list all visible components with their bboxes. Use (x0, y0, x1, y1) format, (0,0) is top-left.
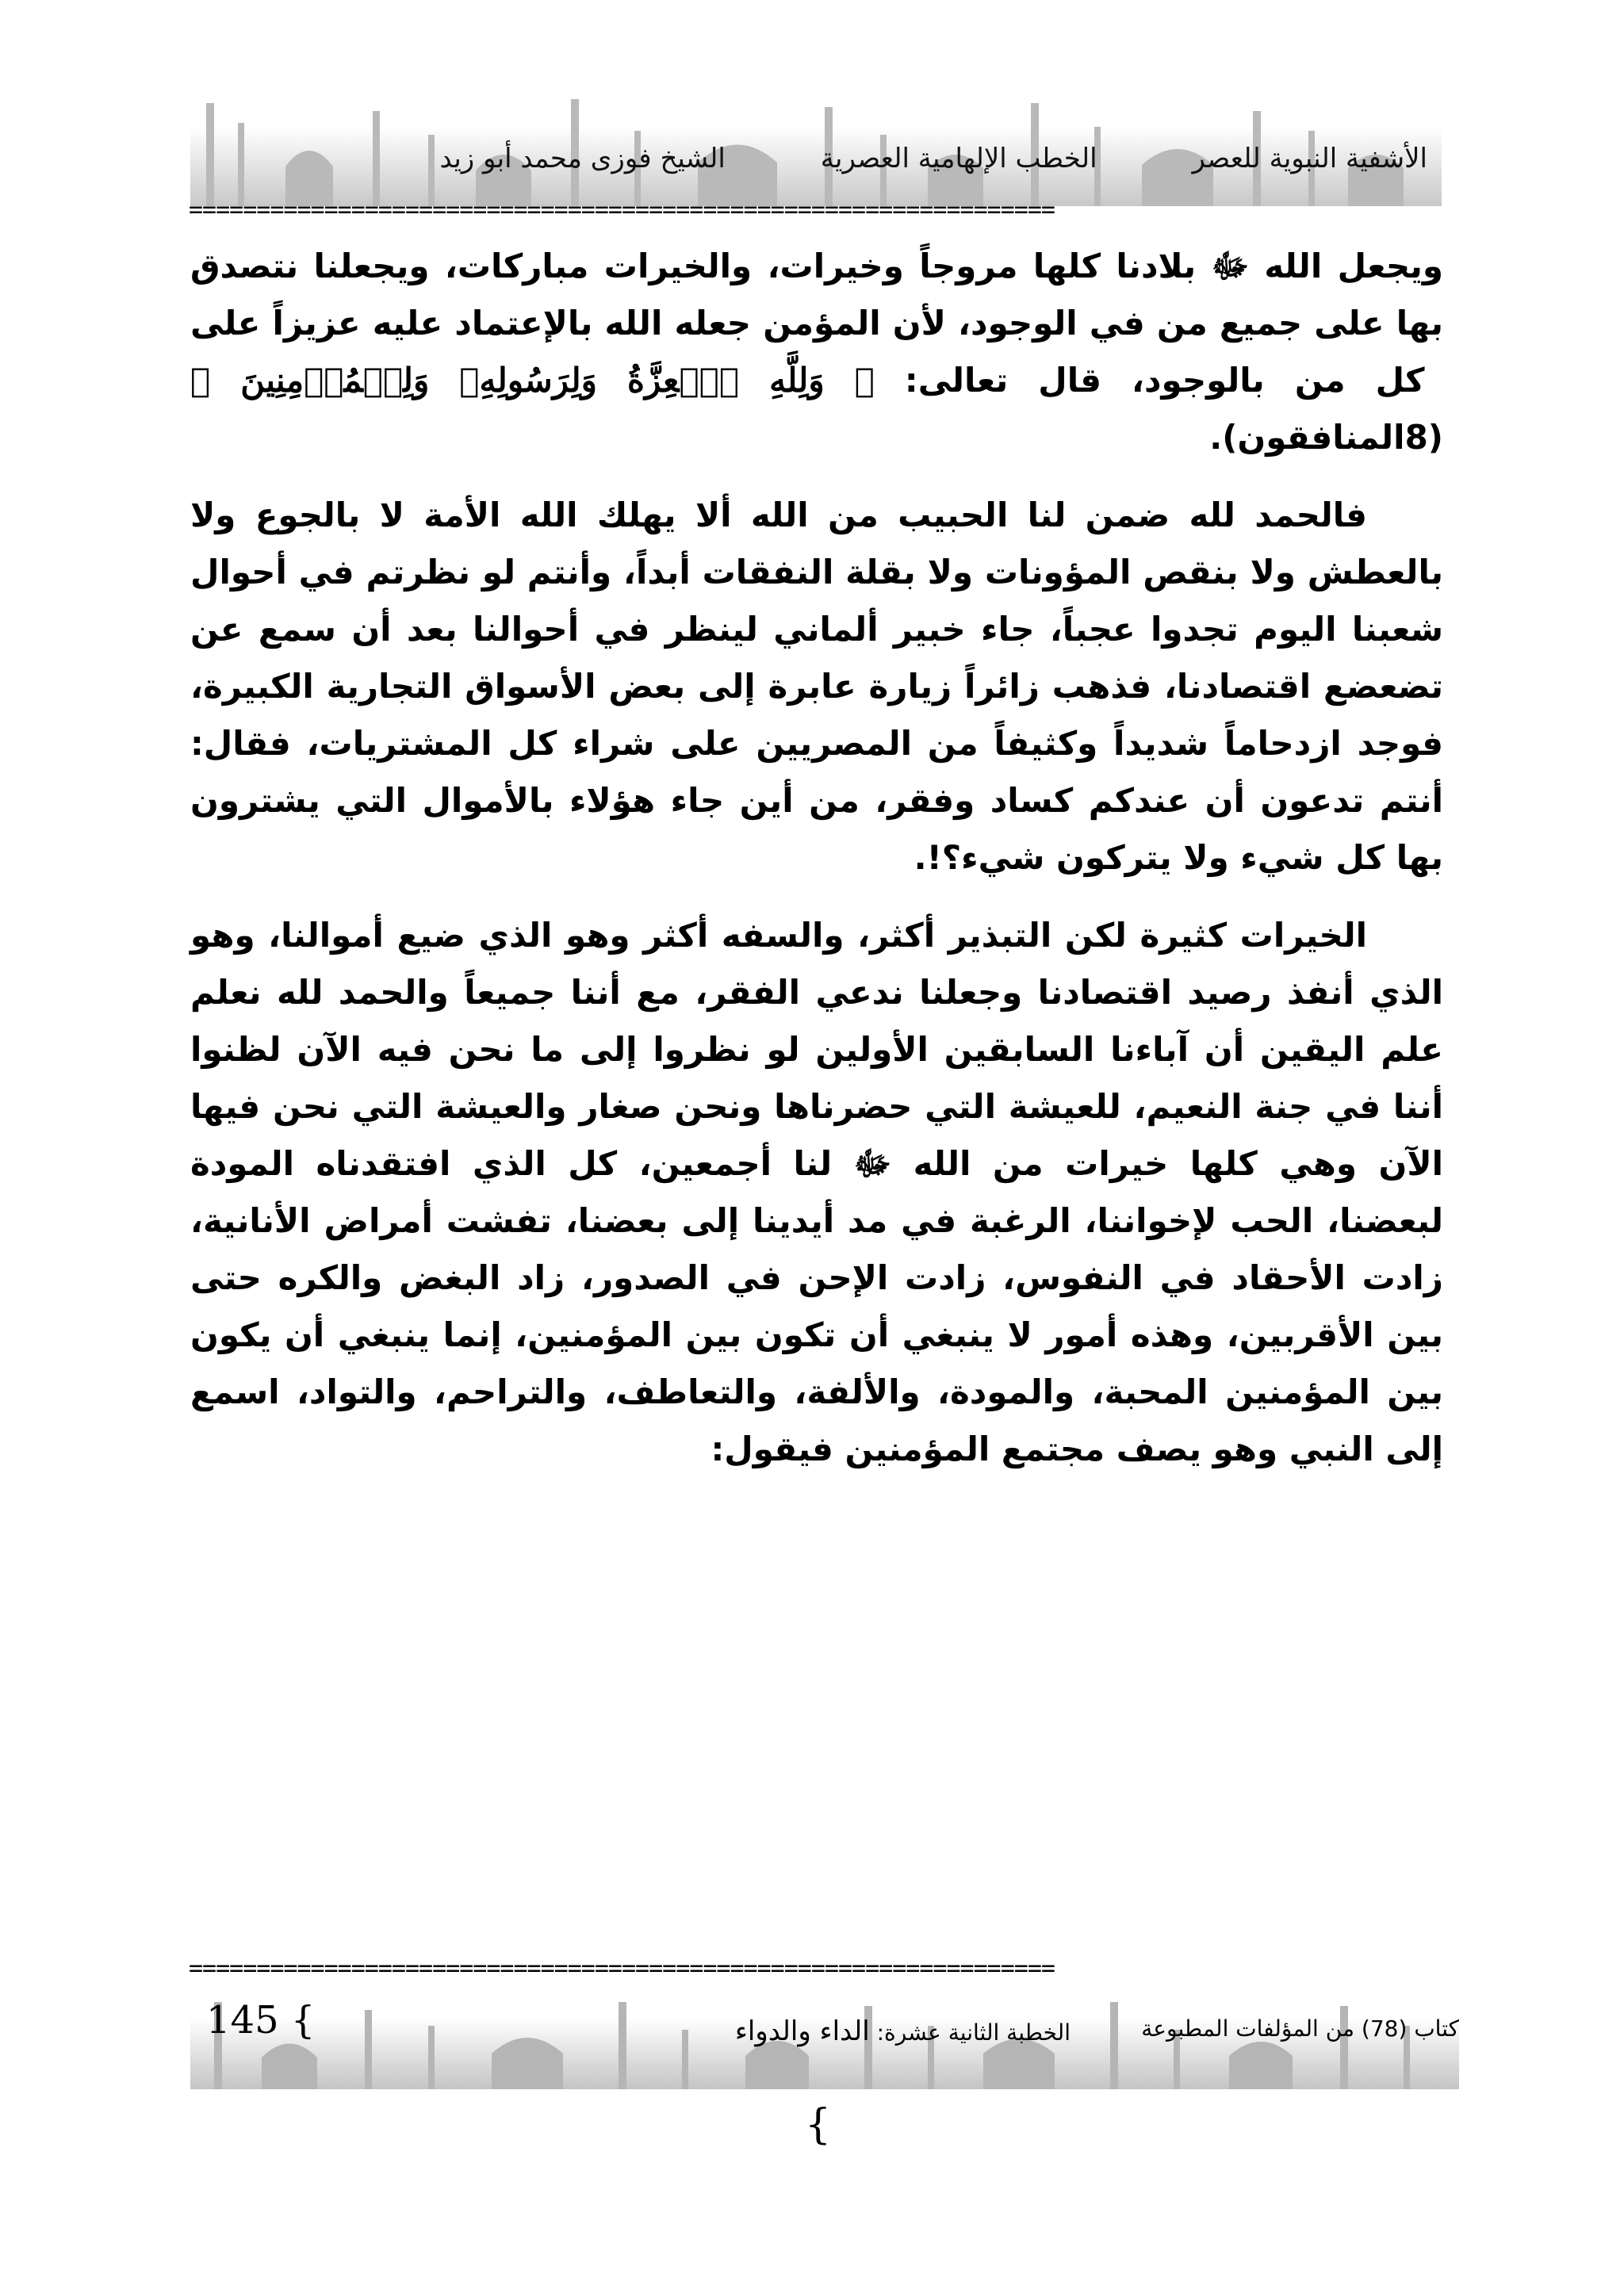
header-book-title: الأشفية النبوية للعصر (1192, 143, 1427, 174)
footer (190, 1998, 1459, 2054)
paragraph-2: فالحمد لله ضمن لنا الحبيب من الله ألا يهلك الله الأمة لا بالجوع ولا بالعطش ولا بنقص المؤونات ولا بقلة النفقات أبداً، وأنتم لو نظرتم في أحوال شعبنا اليوم تجدوا عجباً، جاء خبير ألماني لينظر في أحوالنا بعد أن سمع عن تضعضع اقتصادنا، فذهب زائراً زيارة عابرة إلى بعض الأسواق التجارية الكبيرة، فوجد ازدحاماً شديداً وكثيفاً من المصريين على شراء كل المشتريات، فقال: أنتم تدعون أن عندكم كساد وفقر، من أين جاء هؤلاء بالأموال التي يشترون بها كل شيء ولا يتركون شيء؟!. (190, 496, 1443, 877)
paragraph-1-text: ويجعل الله ﷻ بلادنا كلها مروجاً وخيرات، والخيرات مباركات، ويجعلنا نتصدق بها على جميع من في الوجود، لأن المؤمن جعله الله بالإعتماد عليه عزيزاً على كل من بالوجود، قال تعالى: (190, 247, 1443, 400)
page-number-value: 145 (206, 1998, 279, 2042)
paragraph-3: الخيرات كثيرة لكن التبذير أكثر، والسفه أكثر وهو الذي ضيع أموالنا، وهو الذي أنفذ رصيد اقتصادنا وجعلنا ندعي الفقر، مع أننا جميعاً والحمد لله نعلم علم اليقين أن آباءنا السابقين الأولين لو نظروا إلى ما نحن فيه الآن لظنوا أننا في جنة النعيم، للعيشة التي حضرناها ونحن صغار والعيشة التي نحن فيها الآن وهي كلها خيرات من الله ﷻ لنا أجمعين، كل الذي افتقدناه المودة لبعضنا، الحب لإخواننا، الرغبة في مد أيدينا إلى بعضنا، تفشت أمراض الأنانية، زادت الأحقاد في النفوس، زادت الإحن في الصدور، زاد البغض والكره حتى بين الأقربين، وهذه أمور لا ينبغي أن تكون بين المؤمنين، إنما ينبغي أن يكون بين المؤمنين المحبة، والمودة، والألفة، والتعاطف، والتراحم، والتواد، اسمع إلى النبي وهو يصف مجتمع المؤمنين فيقول: (190, 916, 1443, 1468)
paragraph-1 (190, 238, 1443, 466)
page-number-brace: { (290, 1998, 316, 2042)
quran-verse-text: وَلِلَّهِ ٱلۡعِزَّةُ وَلِرَسُولِهِۦ وَلِلۡمُؤۡمِنِينَ (240, 361, 825, 400)
footer-book-label: كتاب (78) من المؤلفات المطبوعة (1141, 2015, 1459, 2042)
footer-sermon-title: الداء والدواء (734, 2015, 870, 2047)
footer-sermon (735, 2015, 1071, 2047)
header-author: الشيخ فوزى محمد أبو زيد (439, 143, 726, 174)
footer-sermon-label: الخطبة الثانية عشرة: (876, 2019, 1071, 2046)
running-header (238, 143, 1427, 190)
page-number (206, 1998, 315, 2042)
quran-close-bracket: ﴾ (190, 361, 211, 400)
footer-separator: ================================================================ (189, 1957, 1055, 1982)
footer-brace: { (805, 2101, 832, 2149)
quran-reference: (8المنافقون). (1209, 418, 1443, 457)
quran-open-bracket: ﴿ (854, 361, 875, 400)
quran-verse (190, 361, 875, 400)
header-separator: ================================================================ (189, 198, 1055, 224)
header-series-title: الخطب الإلهامية العصرية (820, 143, 1097, 174)
main-text (190, 238, 1443, 1950)
